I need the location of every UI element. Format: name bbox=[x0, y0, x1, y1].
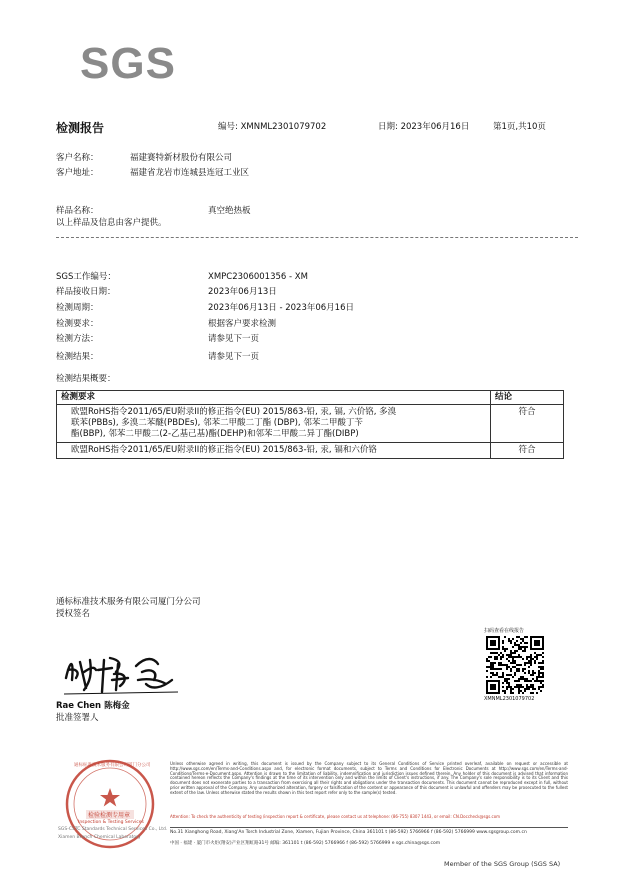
info-value: 请参见下一页 bbox=[208, 352, 260, 362]
info-label: 检测结果： bbox=[56, 352, 99, 362]
info-label: 样品接收日期： bbox=[56, 287, 116, 297]
requirement-line: 联苯(PBBs), 多溴二苯醚(PBDEs), 邻苯二甲酸二丁酯 (DBP), 邻苯二甲酸丁苄 bbox=[71, 418, 363, 428]
stamp-center-text: 检验检测专用章 bbox=[88, 812, 131, 819]
info-label: SGS工作编号： bbox=[56, 272, 116, 282]
info-label: 检测周期： bbox=[56, 303, 99, 313]
requirement-line: 欧盟RoHS指令2011/65/EU附录II的修正指令(EU) 2015/863-铅, 汞, 镉, 六价铬, 多溴 bbox=[71, 407, 397, 417]
info-value: 根据客户要求检测 bbox=[208, 319, 277, 329]
client-address-label: 客户地址： bbox=[56, 168, 99, 178]
handwritten-signature bbox=[62, 650, 182, 700]
footer-address-cn: 中国 · 福建 · 厦门市火炬(翔安)产业区翔虹路31号 邮编: 361101 t (86-592) 5766966 f (86-592) 5766999 e sgs.china@sgs.com bbox=[170, 841, 441, 846]
info-value: 请参见下一页 bbox=[208, 334, 260, 344]
table-row bbox=[57, 443, 564, 459]
client-address-value: 福建省龙岩市连城县连冠工业区 bbox=[130, 168, 250, 178]
table-row bbox=[57, 405, 564, 443]
requirement-line: 酯(BBP), 邻苯二甲酸二(2-乙基己基)酯(DEHP)和邻苯二甲酸二异丁酯(DIBP) bbox=[71, 429, 359, 439]
lab-label-1: SGS-CSTC Standards Technical Services Co., Ltd. bbox=[58, 827, 168, 832]
report-title: 检测报告 bbox=[56, 121, 105, 135]
sample-note: 以上样品及信息由客户提供。 bbox=[56, 218, 167, 228]
info-label: 检测要求： bbox=[56, 319, 99, 329]
footer-address-en: No.31 Xianghong Road, Xiang'An Torch Industrial Zone, Xiamen, Fujian Province, China 361101 t (86-592) 5766966 f (86-592) 5766999 www.sgsgroup.com.cn bbox=[170, 830, 527, 835]
qr-code-icon bbox=[486, 636, 544, 694]
table-header-row bbox=[57, 391, 564, 405]
requirement-line: 欧盟RoHS指令2011/65/EU附录II的修正指令(EU) 2015/863-铅, 汞, 镉和六价铬 bbox=[71, 445, 377, 455]
signatory-name: Rae Chen 陈梅金 bbox=[56, 701, 130, 711]
client-name-value: 福建赛特新材股份有限公司 bbox=[130, 153, 233, 163]
authorized-signature-label: 授权签名 bbox=[56, 609, 91, 619]
summary-label: 检测结果概要： bbox=[56, 374, 116, 384]
client-name-label: 客户名称： bbox=[56, 153, 99, 163]
sgs-logo: SGS bbox=[80, 39, 176, 88]
stamp-ring-text: 通标标准技术服务有限公司厦门分公司 bbox=[74, 763, 151, 768]
sample-name-label: 样品名称： bbox=[56, 206, 99, 216]
info-value: 2023年06月13日 - 2023年06月16日 bbox=[208, 303, 354, 313]
report-date: 日期: 2023年06月16日 bbox=[378, 122, 470, 132]
signature-drawing bbox=[62, 650, 182, 696]
stamp-en-text: Inspection & Testing Services bbox=[78, 820, 144, 825]
result-cell: 符合 bbox=[491, 443, 564, 459]
result-cell: 符合 bbox=[491, 405, 564, 443]
requirement-cell bbox=[57, 443, 491, 459]
footer-attention: Attention: To check the authenticity of testing /inspection report & certificate, please contact us at telephone: (86-755) 8307 1443, or email: CN.Doccheck@sgs.com bbox=[170, 814, 501, 819]
requirement-cell bbox=[57, 405, 491, 443]
table-header-result: 结论 bbox=[491, 391, 564, 405]
qr-caption-top: 扫码查看在线报告 bbox=[484, 628, 525, 634]
page-indicator: 第1页,共10页 bbox=[493, 122, 546, 132]
qr-caption-bottom: XMNML2301079702 bbox=[484, 696, 535, 702]
signatory-role: 批准签署人 bbox=[56, 713, 99, 723]
member-text: Member of the SGS Group (SGS SA) bbox=[444, 860, 561, 868]
qr-code[interactable] bbox=[486, 636, 544, 694]
info-value: XMPC2306001356 - XM bbox=[208, 272, 308, 282]
lab-label-2: Xiamen Branch Chemical Laboratory bbox=[58, 835, 141, 840]
report-number: 编号: XMNML2301079702 bbox=[218, 122, 327, 132]
info-label: 检测方法： bbox=[56, 334, 99, 344]
sample-name-value: 真空绝热板 bbox=[208, 206, 251, 216]
footer-disclaimer: Unless otherwise agreed in writing, this document is issued by the Company subject to its General Conditions of Service printed overleaf, available on request or accessible at http://www.sgs.com/en/Terms-and-Conditions.aspx and, for electronic format documents, subject to Terms and Conditions for Electronic Documents at http://www.sgs.com/en/Terms-and-Conditions/Terms-e-Document.aspx. Attention is drawn to the limitation of liability, indemnification and jurisdiction issues defined therein. Any holder of this document is advised that information contained hereon reflects the Company's findings at the time of its intervention only and within the limits of Client's instructions, if any. The Company's sole responsibility is to its Client and this document does not exonerate parties to a transaction from exercising all their rights and obligations under the transaction documents. This document cannot be reproduced except in full, without prior written approval of the Company. Any unauthorized alteration, forgery or falsification of the content or appearance of this document is unlawful and offenders may be prosecuted to the fullest extent of the law. Unless otherwise stated the results shown in this test report refer only to the sample(s) tested. bbox=[170, 761, 568, 795]
info-value: 2023年06月13日 bbox=[208, 287, 277, 297]
results-table bbox=[56, 390, 564, 459]
table-header-requirement: 检测要求 bbox=[57, 391, 491, 405]
footer-divider bbox=[170, 827, 568, 828]
separator-line bbox=[56, 237, 578, 238]
company-name: 通标标准技术服务有限公司厦门分公司 bbox=[56, 597, 201, 607]
